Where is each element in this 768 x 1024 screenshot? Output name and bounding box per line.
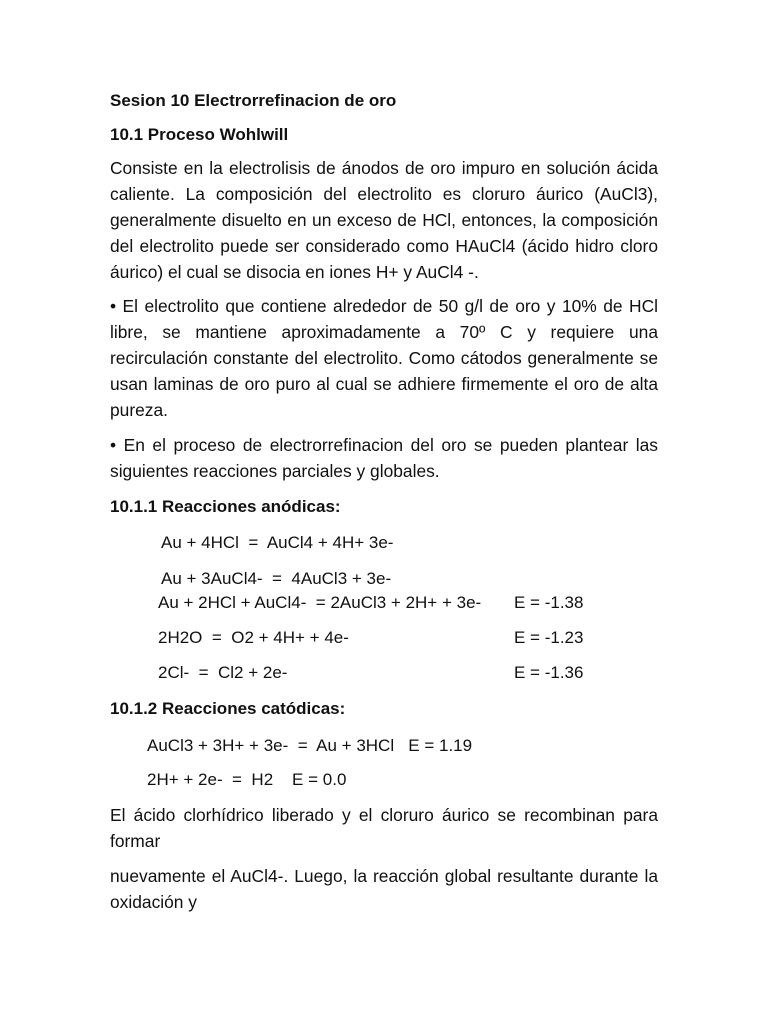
anodic-equation-3: Au + 2HCl + AuCl4- = 2AuCl3 + 2H+ + 3e- <box>158 593 482 612</box>
section-heading-cathodic: 10.1.2 Reacciones catódicas: <box>110 699 346 718</box>
section-heading-proceso-wohlwill: 10.1 Proceso Wohlwill <box>110 125 289 144</box>
anodic-equation-1: Au + 4HCl = AuCl4 + 4H+ 3e- <box>161 533 394 552</box>
cathodic-equation-1: AuCl3 + 3H+ + 3e- = Au + 3HCl E = 1.19 <box>147 736 473 755</box>
anodic-equation-3-potential: E = -1.38 <box>514 593 584 612</box>
anodic-equation-5-potential: E = -1.36 <box>514 663 584 682</box>
anodic-equation-4-potential: E = -1.23 <box>514 628 584 647</box>
anodic-equation-2: Au + 3AuCl4- = 4AuCl3 + 3e- <box>161 569 392 588</box>
cathodic-equation-2: 2H+ + 2e- = H2 E = 0.0 <box>147 770 347 789</box>
anodic-equation-5: 2Cl- = Cl2 + 2e- <box>158 663 288 682</box>
section-heading-anodic: 10.1.1 Reacciones anódicas: <box>110 497 341 516</box>
paragraph-intro: Consiste en la electrolisis de ánodos de oro impuro en solución ácida caliente. La composición del electrolito es cloruro áurico (AuCl3), generalmente disuelto en un exceso de HCl, entonces, la composición del electrolito puede ser considerado como HAuCl4 (ácido hidro cloro áurico) el cual se disocia en iones H+ y AuCl4 -. <box>110 158 658 282</box>
bullet-paragraph-reacciones: • En el proceso de electrorrefinacion del oro se pueden plantear las siguientes reacciones parciales y globales. <box>110 435 658 481</box>
paragraph-global-reaction: nuevamente el AuCl4-. Luego, la reacción global resultante durante la oxidación y <box>110 866 658 912</box>
anodic-equation-4: 2H2O = O2 + 4H+ + 4e- <box>158 628 349 647</box>
bullet-paragraph-electrolito: • El electrolito que contiene alrededor de 50 g/l de oro y 10% de HCl libre, se mantiene aproximadamente a 70º C y requiere una recirculación constante del electrolito. Como cátodos generalmente se usan laminas de oro puro al cual se adhiere firmemente el oro de alta pureza. <box>110 296 658 420</box>
paragraph-recombination: El ácido clorhídrico liberado y el cloruro áurico se recombinan para formar <box>110 805 658 851</box>
document-title: Sesion 10 Electrorrefinacion de oro <box>110 91 397 110</box>
